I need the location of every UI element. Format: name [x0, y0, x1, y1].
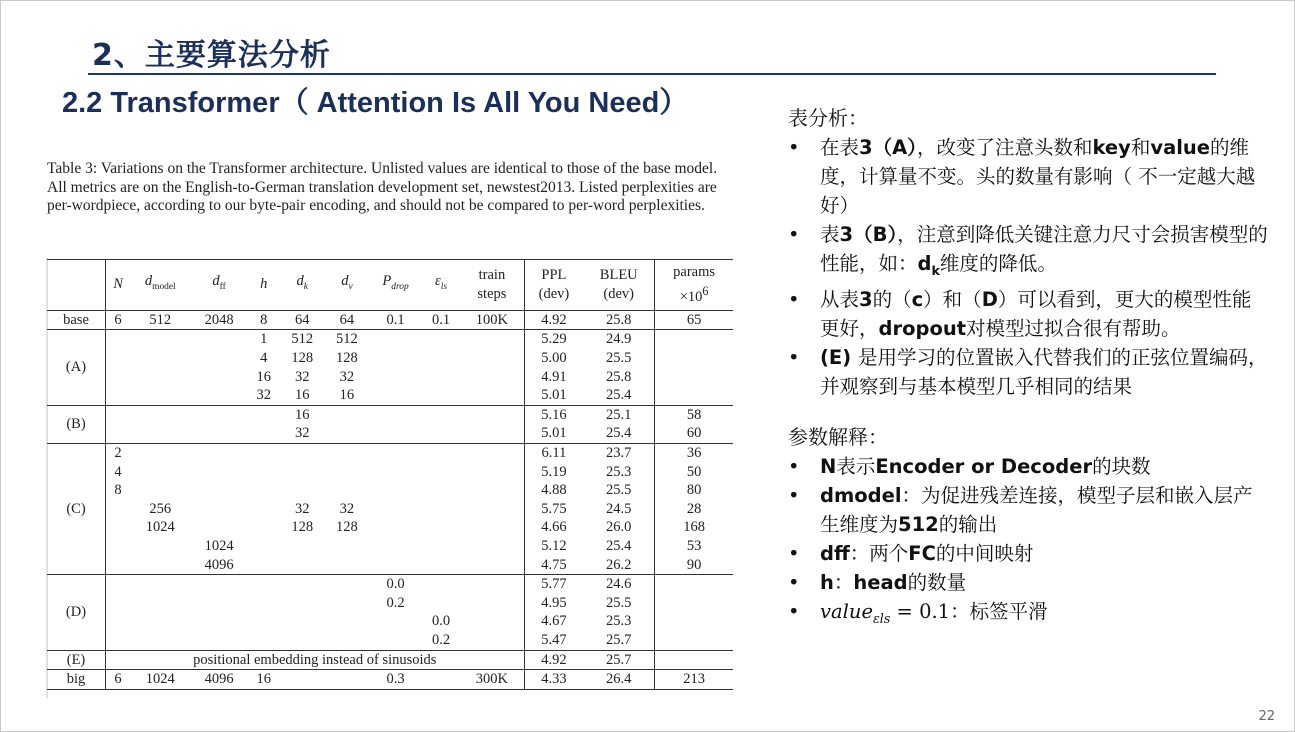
cell-els [422, 330, 460, 405]
row-label: (C) [47, 443, 106, 574]
cell-value: 25.4 [606, 387, 632, 404]
cell-value: 5.19 [541, 463, 567, 480]
cell-value: 5.01 [541, 425, 567, 442]
cell-params: 65 [686, 311, 702, 328]
cell-dff [190, 405, 247, 443]
cell-value: 25.5 [606, 594, 632, 611]
cell-dmodel [130, 443, 190, 574]
header-dmodel [130, 260, 190, 311]
bullet-icon: • [788, 541, 800, 565]
cell-ppl [524, 330, 583, 405]
row-group-e [47, 650, 733, 670]
analysis-list [788, 133, 1268, 401]
header-pdrop-main: P [382, 273, 392, 290]
cell-els [422, 575, 460, 650]
cell-value: 25.3 [606, 613, 632, 630]
row-group-b [47, 405, 733, 443]
text: ：两个 [849, 541, 909, 565]
analysis-heading: 表分析： [788, 106, 868, 130]
text: 的输出 [938, 512, 998, 536]
cell-value: 26.2 [606, 556, 632, 573]
row-label: (A) [47, 330, 106, 405]
text: 维度的降低。 [939, 252, 1057, 275]
text: d [917, 252, 932, 275]
header-els-main: ε [435, 273, 441, 290]
header-train-1: train [478, 266, 506, 283]
list-item [788, 481, 1268, 539]
header-bleu-1: BLEU [599, 266, 638, 283]
cell-value: 25.7 [606, 631, 632, 648]
cell-value: 1024 [145, 519, 175, 536]
text: 3（A） [859, 136, 917, 159]
cell-value: 60 [686, 425, 702, 442]
text: 是用学习的位置嵌入代替我们的正弦位置编码，并观察到与基本模型几乎相同的结果 [820, 345, 1268, 398]
header-dk [280, 260, 325, 311]
cell-ppl: 4.92 [541, 651, 567, 668]
text: head [853, 570, 908, 594]
header-dv [325, 260, 370, 311]
text: h [820, 570, 834, 594]
cell-pdrop: 0.3 [386, 671, 405, 688]
cell-n: 6 [114, 311, 122, 328]
cell-h [248, 575, 280, 650]
cell-value: 32 [294, 425, 310, 442]
cell-pdrop [369, 405, 422, 443]
header-dmodel-main: d [144, 273, 153, 290]
cell-value: 2 [114, 444, 122, 461]
cell-value: 24.6 [606, 576, 632, 593]
cell-bleu [583, 405, 654, 443]
text: value [1150, 136, 1211, 159]
cell-value: 28 [686, 500, 702, 517]
cell-value: 24.9 [606, 331, 632, 348]
cell-value: 5.01 [541, 387, 567, 404]
list-item [788, 568, 1268, 597]
cell-h: 8 [260, 311, 268, 328]
header-els [422, 260, 460, 311]
cell-value: 25.4 [606, 537, 632, 554]
cell-dk: 64 [294, 311, 310, 328]
cell-value: 0.2 [386, 594, 405, 611]
text: 对模型过拟合很有帮助。 [966, 316, 1181, 340]
cell-pdrop [369, 575, 422, 650]
header-train [460, 260, 524, 311]
cell-value: 23.7 [606, 444, 632, 461]
cell-bleu [583, 443, 654, 574]
cell-ppl: 4.92 [541, 311, 567, 328]
text: FC [908, 541, 936, 565]
section-title: 2、主要算法分析 [92, 38, 331, 73]
cell-value: 58 [686, 406, 702, 423]
cell-params [655, 330, 733, 405]
header-pdrop [369, 260, 422, 311]
text: 从表 [820, 287, 860, 311]
cell-value: 5.16 [541, 406, 567, 423]
cell-dk [280, 330, 325, 405]
cell-value: 128 [291, 519, 314, 536]
header-empty [47, 260, 106, 311]
cell-value: 32 [339, 368, 355, 385]
cell-value: 4 [260, 350, 268, 367]
text: ：标签平滑 [950, 599, 1048, 623]
row-label: base [47, 310, 106, 330]
cell-dmodel: 1024 [145, 671, 175, 688]
header-params [655, 260, 733, 311]
cell-train: 300K [460, 670, 524, 690]
cell-els [422, 443, 460, 574]
header-dk-sub: k [303, 282, 308, 293]
cell-value: 6.11 [541, 444, 567, 461]
cell-value: 36 [686, 444, 702, 461]
cell-pdrop: 0.1 [386, 311, 405, 328]
cell-params [655, 443, 733, 574]
text: ）可以看到，更大的模型性能更好， [820, 287, 1252, 340]
cell-n: 6 [114, 671, 122, 688]
cell-value: 5.00 [541, 350, 567, 367]
header-bleu-2: (dev) [603, 285, 635, 302]
cell-dv [325, 330, 370, 405]
cell-dff [190, 443, 247, 574]
table-header-row [47, 260, 733, 311]
cell-train: 100K [460, 310, 524, 330]
cell-dff: 4096 [204, 671, 234, 688]
cell-value: 4.67 [541, 613, 567, 630]
bullet-icon: • [788, 287, 800, 311]
cell-train [460, 330, 524, 405]
text: ）和（ [923, 287, 982, 311]
text: ，注意到降低关键注意力尺寸会损害模型的性能，如： [820, 223, 1268, 275]
math-eq: = 0.1 [890, 599, 951, 623]
list-item [788, 220, 1268, 285]
cell-value: 8 [114, 482, 122, 499]
text: k [931, 262, 940, 278]
cell-dk [280, 443, 325, 574]
header-ppl-2: (dev) [538, 285, 570, 302]
cell-value: 50 [686, 463, 702, 480]
cell-h [248, 405, 280, 443]
cell-els: 0.1 [431, 311, 451, 328]
cell-value: 26.0 [606, 519, 632, 536]
cell-value: 0.2 [431, 631, 451, 648]
header-params-2: ×10 [679, 288, 703, 305]
cell-ppl [524, 575, 583, 650]
text: ：为促进残差连接，模型子层和嵌入层产生维度为 [820, 483, 1253, 536]
cell-els [422, 670, 460, 690]
header-dv-sub: v [348, 282, 353, 293]
row-big [47, 670, 733, 690]
text: c [911, 287, 924, 311]
cell-value: 53 [686, 537, 702, 554]
text: 和 [1130, 136, 1151, 159]
cell-value: 16 [294, 387, 310, 404]
cell-value: 1024 [204, 537, 234, 554]
cell-value: 90 [686, 556, 702, 573]
cell-value: 25.8 [606, 368, 632, 385]
cell-dv [325, 405, 370, 443]
text: 在表 [820, 136, 860, 159]
cell-bleu: 26.4 [583, 670, 654, 690]
text: 的中间映射 [935, 541, 1034, 565]
title-rule [88, 73, 1216, 75]
cell-params [655, 575, 733, 650]
cell-value: 32 [294, 368, 310, 385]
header-dff [190, 260, 247, 311]
header-train-2: steps [477, 285, 507, 302]
cell-dk [280, 405, 325, 443]
cell-h [248, 443, 280, 574]
cell-n [106, 330, 131, 405]
header-ppl-1: PPL [541, 266, 567, 283]
cell-value: 4.88 [541, 482, 567, 499]
cell-train [460, 443, 524, 574]
cell-e-description: positional embedding instead of sinusoids [106, 650, 525, 670]
cell-dmodel [130, 405, 190, 443]
cell-h: 16 [256, 671, 272, 688]
variations-table [47, 259, 733, 690]
header-ppl [524, 260, 583, 311]
bullet-icon: • [788, 483, 800, 507]
header-dff-sub: ff [219, 282, 226, 293]
row-group-a [47, 330, 733, 405]
cell-h [248, 330, 280, 405]
cell-value: 5.29 [541, 331, 567, 348]
bullet-icon: • [788, 570, 800, 594]
list-item [788, 285, 1268, 343]
list-item [788, 539, 1268, 568]
bullet-icon: • [788, 345, 800, 369]
header-dv-main: d [341, 273, 349, 290]
cell-dmodel: 512 [149, 311, 172, 328]
cell-value: 5.77 [541, 576, 567, 593]
cell-value: 256 [149, 500, 172, 517]
cell-n [106, 405, 131, 443]
cell-dk [280, 575, 325, 650]
analysis-panel [788, 104, 1268, 633]
slide-subtitle: 2.2 Transformer（ Attention Is All You Need） [62, 87, 689, 119]
cell-value: 5.47 [541, 631, 567, 648]
bullet-icon: • [788, 454, 800, 478]
cell-value: 0.0 [386, 576, 405, 593]
cell-value: 32 [294, 500, 310, 517]
cell-value: 24.5 [606, 500, 632, 517]
text: ： [833, 570, 854, 594]
text: dmodel [820, 483, 902, 507]
cell-dmodel [130, 330, 190, 405]
list-item [788, 133, 1268, 220]
cell-train [460, 405, 524, 443]
cell-dff [190, 575, 247, 650]
header-h: h [260, 276, 268, 293]
cell-value: 4.95 [541, 594, 567, 611]
cell-value: 128 [336, 350, 358, 367]
bullet-icon: • [788, 223, 800, 246]
cell-dv [325, 443, 370, 574]
header-els-sub: ls [440, 282, 448, 293]
cell-value: 5.12 [541, 537, 567, 554]
bullet-icon: • [788, 136, 800, 159]
cell-dmodel [130, 575, 190, 650]
header-params-1: params [673, 264, 716, 280]
text: Encoder or Decoder [875, 454, 1093, 478]
cell-value: 4.91 [541, 368, 567, 385]
cell-value: 32 [256, 387, 272, 404]
header-dk-main: d [296, 273, 304, 290]
list-item [788, 597, 1268, 633]
header-dff-main: d [212, 273, 220, 290]
cell-bleu [583, 330, 654, 405]
cell-els [422, 405, 460, 443]
cell-value: 512 [336, 331, 358, 348]
cell-value: 128 [336, 519, 358, 536]
cell-pdrop [369, 443, 422, 574]
row-label: big [47, 670, 106, 690]
bullet-icon: • [788, 599, 800, 623]
header-pdrop-sub: drop [391, 282, 409, 293]
text: ，改变了注意头数和 [916, 136, 1093, 159]
cell-value: 25.5 [606, 350, 632, 367]
cell-value: 168 [683, 519, 705, 536]
row-group-d [47, 575, 733, 650]
cell-value: 512 [291, 331, 314, 348]
text: 512 [898, 512, 939, 536]
row-base [47, 310, 733, 330]
cell-params [655, 650, 733, 670]
table-caption: Table 3: Variations on the Transformer architecture. Unlisted values are identical to those of the base model. All metrics are on the English-to-German translation development set, newstest2013. Listed perplexities are per-wordpiece, according to our byte-pair encoding, and should not be compared to per-word perplexities. [47, 160, 718, 215]
cell-dff [190, 330, 247, 405]
cell-dv: 64 [339, 311, 355, 328]
cell-value: 4096 [204, 556, 234, 573]
cell-value: 80 [686, 482, 702, 499]
list-item [788, 343, 1268, 401]
cell-value: 25.4 [606, 425, 632, 442]
header-dmodel-sub: model [152, 282, 176, 293]
cell-value: 0.0 [431, 613, 451, 630]
cell-pdrop [369, 330, 422, 405]
cell-value: 25.3 [606, 463, 632, 480]
text: N [820, 454, 837, 478]
row-label: (E) [47, 650, 106, 670]
page-number: 22 [1258, 709, 1275, 724]
text: 3 [859, 287, 873, 311]
cell-value: 16 [294, 406, 310, 423]
cell-dv [325, 575, 370, 650]
cell-value: 128 [291, 350, 314, 367]
cell-value: 25.1 [606, 406, 632, 423]
header-n: N [113, 276, 123, 293]
cell-bleu: 25.8 [583, 310, 654, 330]
text: dropout [878, 316, 967, 340]
cell-value: 1 [260, 331, 268, 348]
row-label: (B) [47, 405, 106, 443]
text: 表示 [836, 454, 876, 478]
header-params-sup: 6 [702, 284, 709, 298]
math-sub: εls [872, 610, 891, 626]
cell-value: 32 [339, 500, 355, 517]
cell-params [655, 405, 733, 443]
header-bleu [583, 260, 654, 311]
cell-value: 5.75 [541, 500, 567, 517]
text: 的块数 [1092, 454, 1151, 478]
cell-bleu: 25.7 [583, 650, 654, 670]
list-item [788, 452, 1268, 481]
cell-value: 25.5 [606, 482, 632, 499]
cell-bleu [583, 575, 654, 650]
text: dff [820, 541, 850, 565]
cell-n [106, 575, 131, 650]
cell-value: 16 [339, 387, 355, 404]
params-list [788, 452, 1268, 633]
params-heading: 参数解释： [788, 424, 888, 449]
cell-value: 16 [256, 368, 272, 385]
cell-params: 213 [683, 671, 705, 688]
math-value: value [820, 599, 873, 623]
text: D [981, 287, 998, 311]
text: key [1092, 136, 1131, 159]
text: 的（ [872, 287, 912, 311]
text: 的数量 [907, 570, 967, 594]
cell-ppl: 4.33 [541, 671, 567, 688]
cell-dk [280, 670, 325, 690]
row-label: (D) [47, 575, 106, 650]
cell-value: 4.75 [541, 556, 567, 573]
cell-train [460, 575, 524, 650]
cell-ppl [524, 443, 583, 574]
cell-dv [325, 670, 370, 690]
cell-n [106, 443, 131, 574]
text: 3（B） [839, 223, 898, 246]
cell-ppl [524, 405, 583, 443]
text: (E) [820, 345, 858, 369]
text: 的维度，计算量不变。头的数量有影响（ 不一定越大越好） [820, 136, 1256, 217]
cell-dff: 2048 [204, 311, 234, 328]
row-group-c [47, 443, 733, 574]
text: 表 [820, 223, 840, 246]
cell-value: 4 [114, 463, 122, 480]
cell-value: 4.66 [541, 519, 567, 536]
